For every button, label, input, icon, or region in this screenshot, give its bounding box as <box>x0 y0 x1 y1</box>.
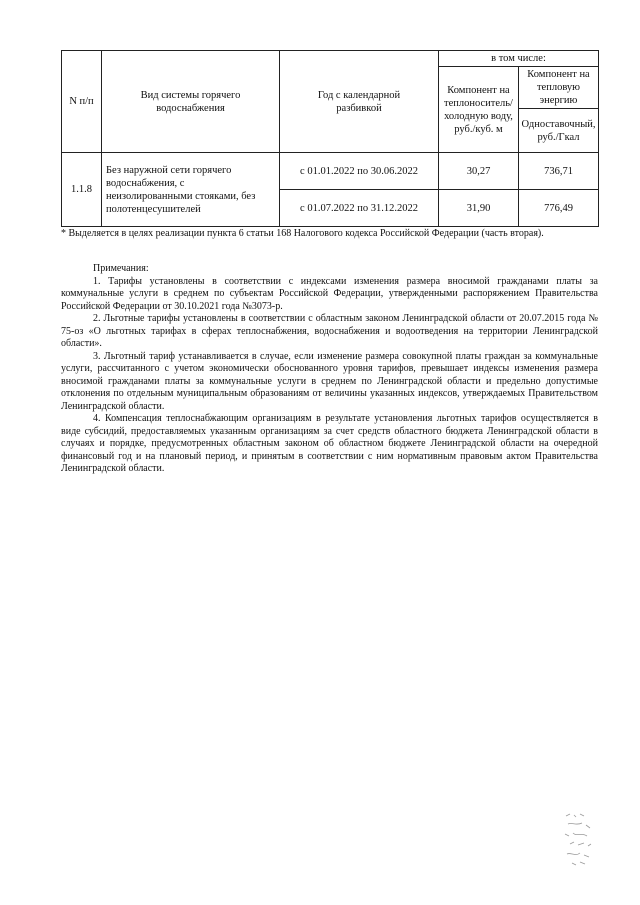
row-system-type: Без наружной сети горячего водоснабжения, с неизолированными стояками, без полотенцесушителей <box>102 153 280 227</box>
header-component-heat-carrier: Компонент на теплоноситель/холодную воду, руб./куб. м <box>439 67 519 153</box>
header-system-type: Вид системы горячего водоснабжения <box>102 51 280 153</box>
note-item: 4. Компенсация теплоснабжающим организациям в результате установления льготных тарифов осуществляется в виде субсидий, предоставляемых указанным организациям за счет средств областного бюджета Ленинградской области в случаях и порядке, предусмотренных областным законом об областном бюджете Ленинградской области на очередной финансовый год и на плановый период, и принятым в соответствии с ним нормативным правовым актом Правительства Ленинградской области. <box>61 413 598 474</box>
row-heat-carrier-value: 30,27 <box>439 153 519 190</box>
row-energy-value: 776,49 <box>519 190 599 227</box>
row-period: с 01.07.2022 по 31.12.2022 <box>280 190 439 227</box>
header-num: N п/п <box>62 51 102 153</box>
header-single-rate: Одноставочный, руб./Гкал <box>519 109 599 153</box>
row-num: 1.1.8 <box>62 153 102 227</box>
note-item: 1. Тарифы установлены в соответствии с индексами изменения размера вносимой гражданами платы за коммунальные услуги в среднем по субъектам Российской Федерации, утвержденными распоряжением Правительства Российской Федерации от 30.10.2021 года №3073-р. <box>61 275 598 312</box>
row-energy-value: 736,71 <box>519 153 599 190</box>
note-item: 3. Льготный тариф устанавливается в случае, если изменение размера совокупной платы граждан за коммунальные услуги, рассчитанного с учетом экономически обоснованного уровня тарифов, превышает индексы изменения размера вносимой гражданами платы за коммунальные услуги в среднем по Ленинградской области и предельно допустимые отклонения по отдельным муниципальным образованиям от величины указанных индексов, утверждаемых Правительством Ленинградской области. <box>61 350 598 412</box>
notes-heading: Примечания: <box>93 263 149 274</box>
note-item: 2. Льготные тарифы установлены в соответствии с областным законом Ленинградской области от 20.07.2015 года № 75-оз «О льготных тарифах в сферах теплоснабжения, водоснабжения и водоотведения на территории Ленинградской области». <box>61 313 598 349</box>
footnote: * Выделяется в целях реализации пункта 6 статьи 168 Налогового кодекса Российской Федерации (часть вторая). <box>61 228 544 239</box>
header-including: в том числе: <box>439 51 599 67</box>
row-heat-carrier-value: 31,90 <box>439 190 519 227</box>
handwritten-mark <box>560 810 600 870</box>
header-component-energy: Компонент на тепловую энергию <box>519 67 599 109</box>
tariff-table <box>61 50 599 227</box>
notes-section <box>61 263 598 476</box>
row-period: с 01.01.2022 по 30.06.2022 <box>280 153 439 190</box>
header-year: Год с календарной разбивкой <box>280 51 439 153</box>
